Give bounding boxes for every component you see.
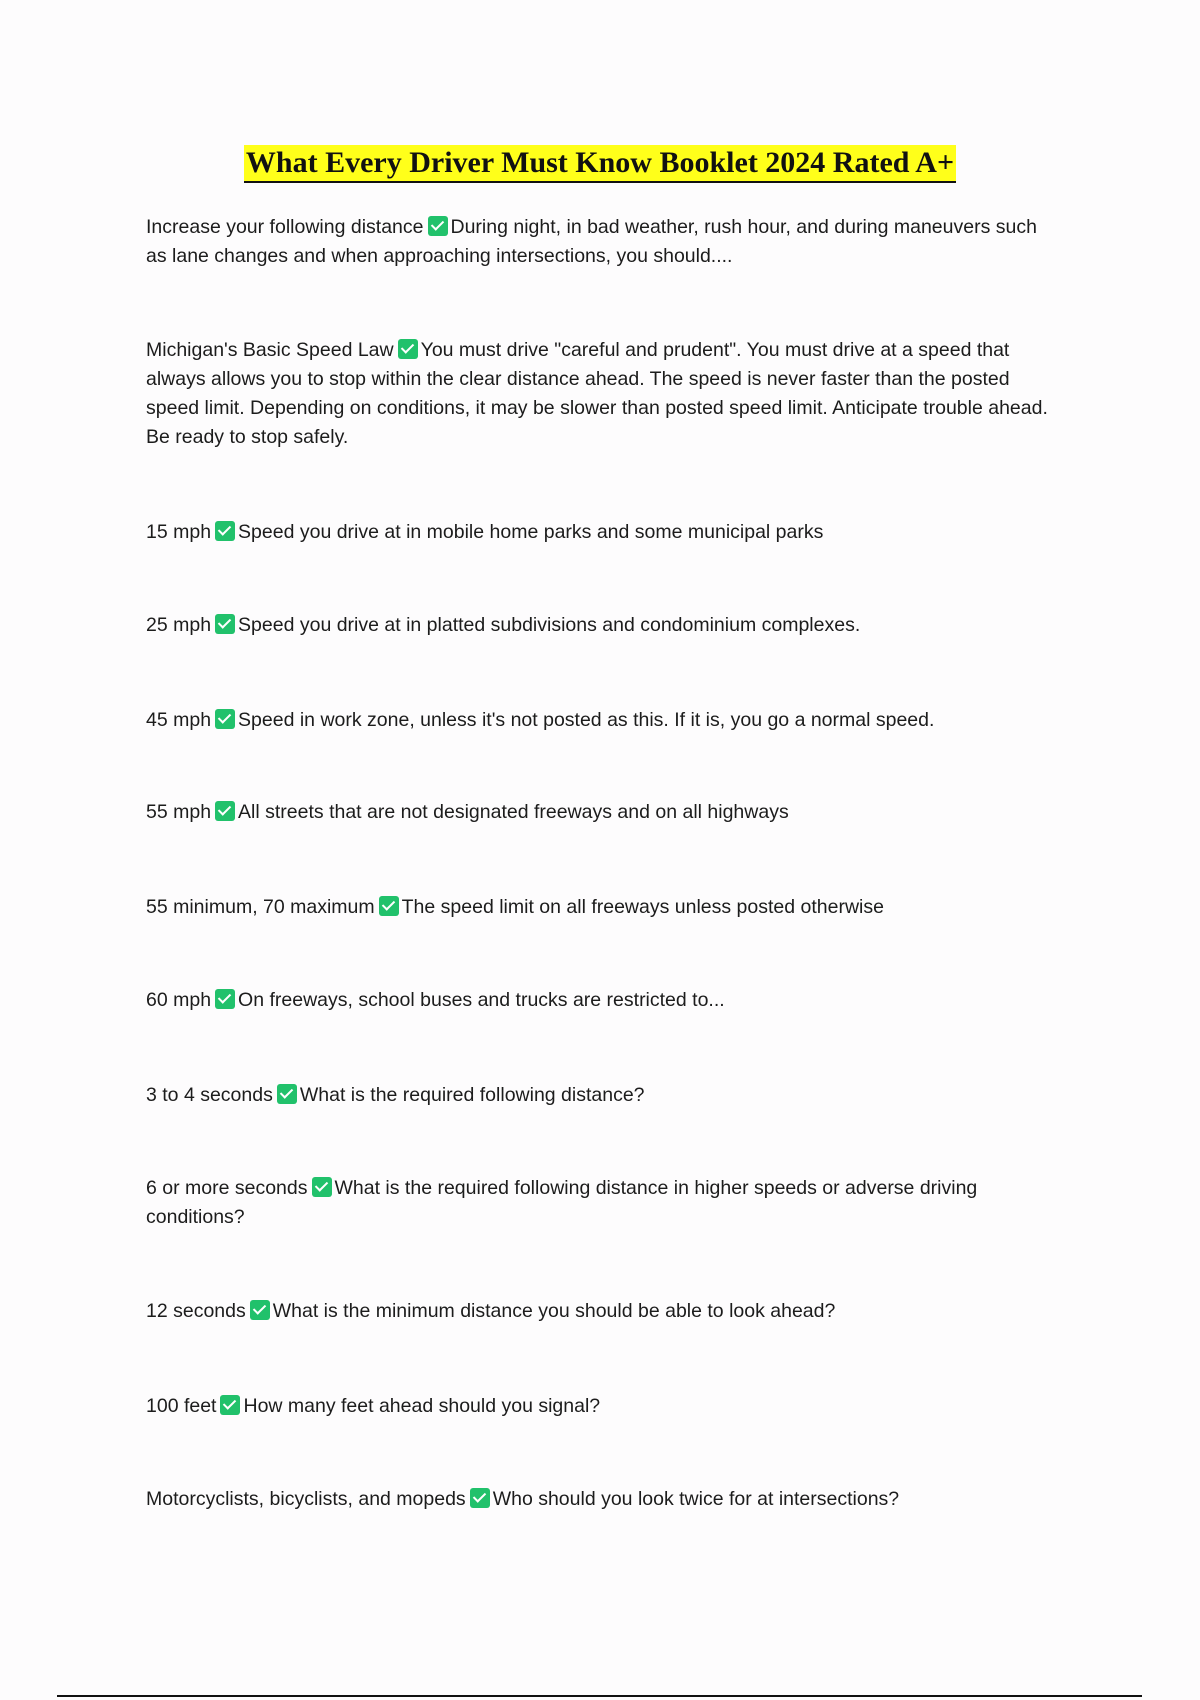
- title-container: [0, 145, 1200, 183]
- qa-term: Michigan's Basic Speed Law: [146, 339, 394, 361]
- qa-item: [146, 336, 1051, 452]
- qa-definition: Who should you look twice for at intersections?: [492, 1488, 900, 1510]
- qa-item: [146, 798, 1051, 827]
- checkmark-icon: [215, 614, 235, 634]
- qa-term: 55 mph: [146, 801, 212, 823]
- qa-item: [146, 213, 1051, 271]
- qa-term: 3 to 4 seconds: [146, 1084, 273, 1106]
- qa-item: [146, 1297, 1051, 1326]
- qa-term: Motorcyclists, bicyclists, and mopeds: [146, 1488, 466, 1510]
- checkmark-icon: [215, 521, 235, 541]
- checkmark-icon: [470, 1488, 490, 1508]
- qa-definition: What is the minimum distance you should be able to look ahead?: [272, 1300, 836, 1322]
- checkmark-icon: [379, 896, 399, 916]
- qa-definition: Speed in work zone, unless it's not posted as this. If it is, you go a normal speed.: [238, 709, 935, 731]
- page-title: What Every Driver Must Know Booklet 2024 Rated A+: [244, 145, 956, 183]
- qa-definition: How many feet ahead should you signal?: [243, 1395, 601, 1417]
- qa-term: 55 minimum, 70 maximum: [146, 896, 375, 918]
- checkmark-icon: [398, 339, 418, 359]
- checkmark-icon: [428, 216, 448, 236]
- qa-term: 60 mph: [146, 989, 212, 1011]
- qa-item: [146, 1174, 1051, 1232]
- qa-item: [146, 893, 1051, 922]
- checkmark-icon: [215, 709, 235, 729]
- qa-term: 45 mph: [146, 709, 212, 731]
- page-bottom-rule: [57, 1695, 1142, 1697]
- qa-item: [146, 1485, 1051, 1514]
- qa-term: 100 feet: [146, 1395, 217, 1417]
- qa-definition: What is the required following distance in higher speeds or adverse driving conditions?: [146, 1177, 978, 1228]
- qa-item: [146, 1392, 1051, 1421]
- checkmark-icon: [250, 1300, 270, 1320]
- qa-item: [146, 518, 1051, 547]
- checkmark-icon: [220, 1395, 240, 1415]
- qa-term: 25 mph: [146, 614, 212, 636]
- qa-definition: What is the required following distance?: [299, 1084, 645, 1106]
- qa-definition: The speed limit on all freeways unless posted otherwise: [401, 896, 884, 918]
- checkmark-icon: [215, 801, 235, 821]
- qa-term: 15 mph: [146, 521, 212, 543]
- qa-item: [146, 706, 1051, 735]
- qa-item: [146, 611, 1051, 640]
- qa-definition: Speed you drive at in mobile home parks and some municipal parks: [238, 521, 824, 543]
- qa-definition: On freeways, school buses and trucks are restricted to...: [238, 989, 725, 1011]
- qa-definition: Speed you drive at in platted subdivisions and condominium complexes.: [238, 614, 861, 636]
- qa-definition: You must drive "careful and prudent". You must drive at a speed that always allows you to stop within the clear distance ahead. The speed is never faster than the posted speed limit. Depending on conditions, it may be slower than posted speed limit. Anticipate trouble ahead. Be ready to stop safely.: [146, 339, 1048, 448]
- checkmark-icon: [312, 1177, 332, 1197]
- qa-definition: During night, in bad weather, rush hour, and during maneuvers such as lane changes and when approaching intersections, you should....: [146, 216, 1037, 267]
- qa-item: [146, 1081, 1051, 1110]
- qa-term: Increase your following distance: [146, 216, 424, 238]
- checkmark-icon: [277, 1084, 297, 1104]
- qa-term: 12 seconds: [146, 1300, 246, 1322]
- qa-item: [146, 986, 1051, 1015]
- checkmark-icon: [215, 989, 235, 1009]
- qa-definition: All streets that are not designated freeways and on all highways: [238, 801, 789, 823]
- qa-term: 6 or more seconds: [146, 1177, 308, 1199]
